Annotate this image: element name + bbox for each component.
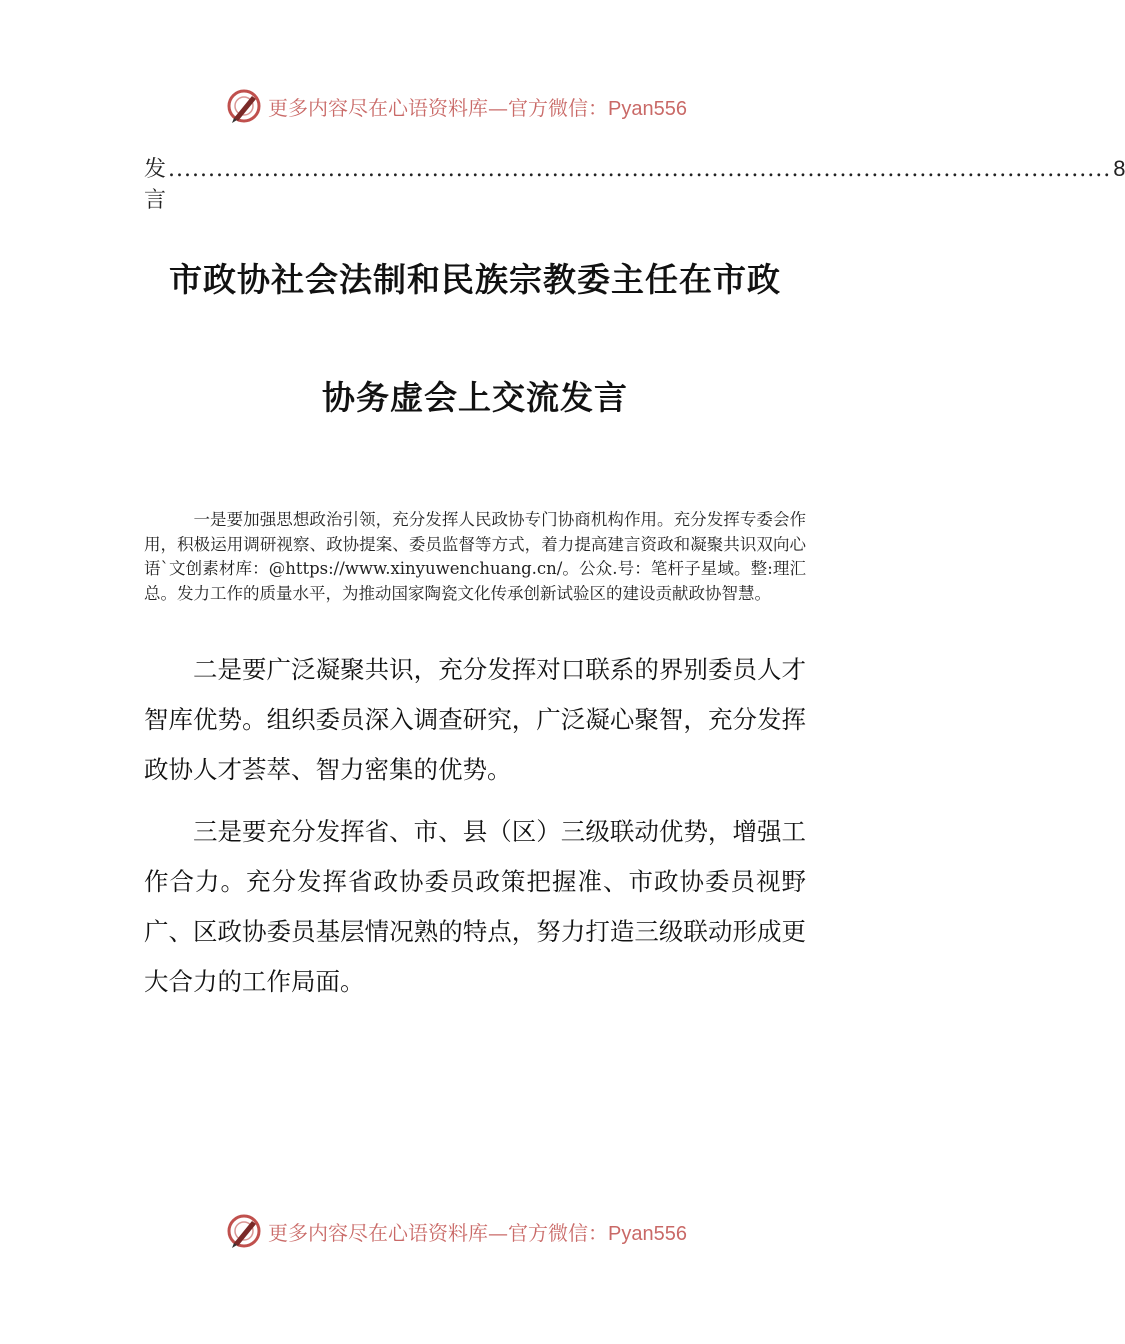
toc-page-number: 8 [1113,156,1125,181]
paragraph-third-text: 三是要充分发挥省、市、县（区）三级联动优势，增强工作合力。充分发挥省政协委员政策把握准、市政协委员视野广、区政协委员基层情况熟的特点，努力打造三级联动形成更大合力的工作局面。 [144,817,806,996]
toc-leader-dots: ...................................................................................................................... [168,157,1112,182]
pen-in-circle-logo-icon [226,88,262,124]
watermark-text: 更多内容尽在心语资料库—官方微信：Pyan556 [268,95,687,120]
pen-in-circle-logo-icon [226,1213,262,1249]
paragraph-second [144,645,806,795]
wechat-id: Pyan556 [608,97,687,120]
document-title-line-2: 协务虚会上交流发言 [322,378,628,417]
toc-entry-label: 发言 [144,157,167,213]
toc-entry[interactable] [144,152,1125,213]
document-title-line-1: 市政协社会法制和民族宗教委主任在市政 [169,260,781,299]
paragraph-first [144,508,806,606]
header-watermark [226,86,746,126]
wechat-id: Pyan556 [608,1222,687,1245]
paragraph-first-text: 一是要加强思想政治引领，充分发挥人民政协专门协商机构作用。充分发挥专委会作用，积极运用调研视察、政协提案、委员监督等方式，着力提高建言资政和凝聚共识双向心语`文创素材库：@https://www.xinyuwenchuang.cn/。公众.号：笔杆子星域。整:理汇总。发力工作的质量水平，为推动国家陶瓷文化传承创新试验区的建设贡献政协智慧。 [144,510,806,603]
paragraph-third [144,807,806,1007]
watermark-text: 更多内容尽在心语资料库—官方微信：Pyan556 [268,1220,687,1245]
footer-watermark [226,1211,746,1251]
paragraph-second-text: 二是要广泛凝聚共识，充分发挥对口联系的界别委员人才智库优势。组织委员深入调查研究，广泛凝心聚智，充分发挥政协人才荟萃、智力密集的优势。 [144,655,806,784]
